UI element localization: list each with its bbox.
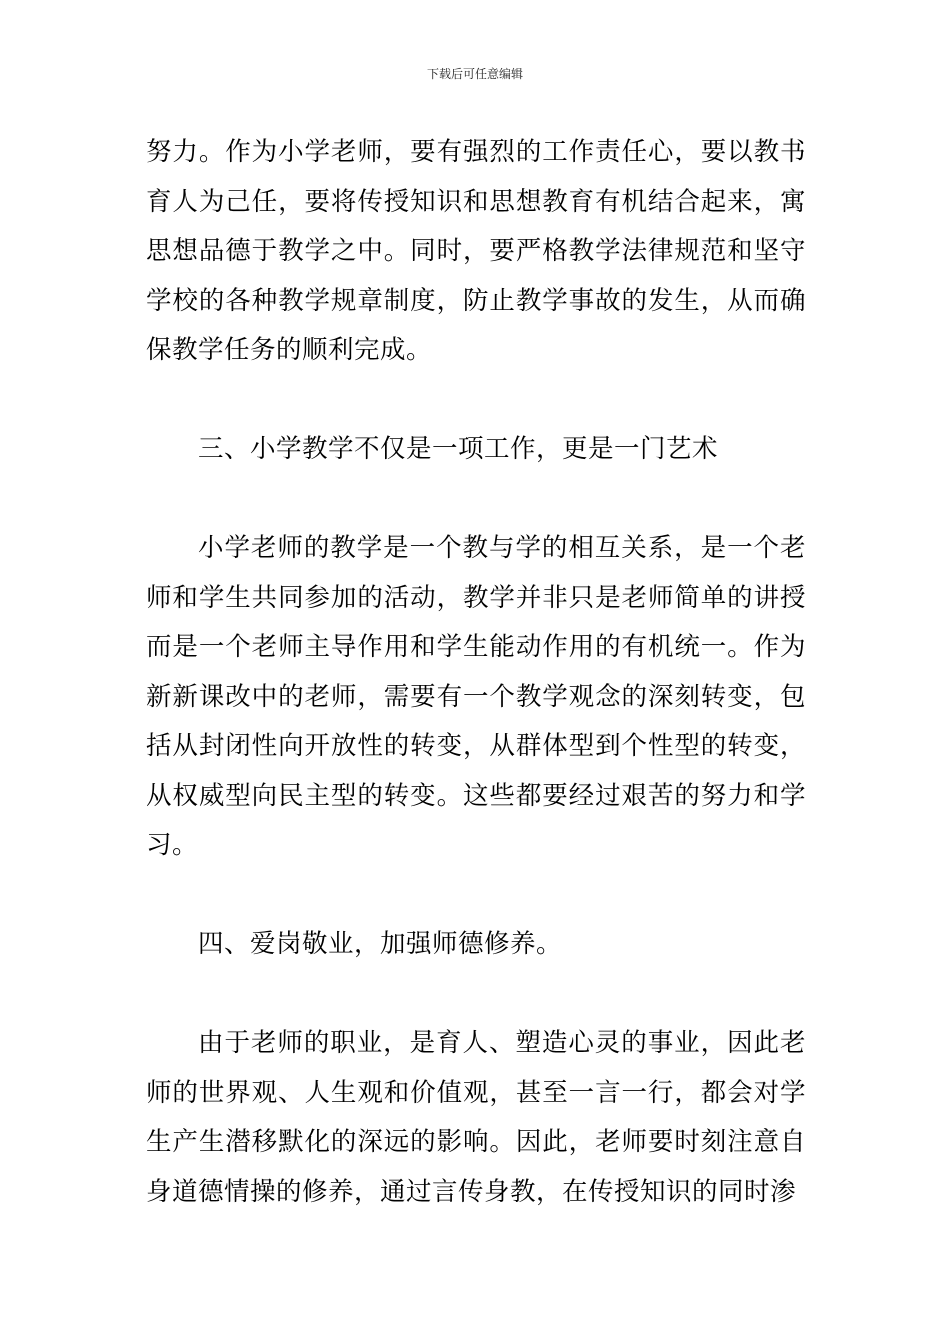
paragraph-teacher-ethics: 由于老师的职业，是育人、塑造心灵的事业，因此老师的世界观、人生观和价值观，甚至一言一行，都会对学生产生潜移默化的深远的影响。因此，老师要时刻注意自身道德情操的修养，通过言传身教，在传授知识的同时渗 [146,1028,806,1207]
paragraph-continuation: 努力。作为小学老师，要有强烈的工作责任心，要以教书育人为己任，要将传授知识和思想教育有机结合起来，寓思想品德于教学之中。同时，要严格教学法律规范和坚守学校的各种教学规章制度，防止教学事故的发生，从而确保教学任务的顺利完成。 [146,137,806,365]
paragraph-gap [146,475,806,525]
page-header: 下载后可任意编辑 [426,67,523,81]
paragraph-gap [146,970,806,1020]
document-body [146,128,806,1217]
section-heading-4: 四、爱岗敬业，加强师德修养。 [198,929,563,959]
paragraph-gap [146,871,806,921]
paragraph-teaching-relationship: 小学老师的教学是一个教与学的相互关系，是一个老师和学生共同参加的活动，教学并非只是老师简单的讲授而是一个老师主导作用和学生能动作用的有机统一。作为新新课改中的老师，需要有一个教学观念的深刻转变，包括从封闭性向开放性的转变，从群体型到个性型的转变，从权威型向民主型的转变。这些都要经过艰苦的努力和学习。 [146,533,806,860]
paragraph-gap [146,376,806,426]
section-heading-3: 三、小学教学不仅是一项工作，更是一门艺术 [198,434,719,464]
